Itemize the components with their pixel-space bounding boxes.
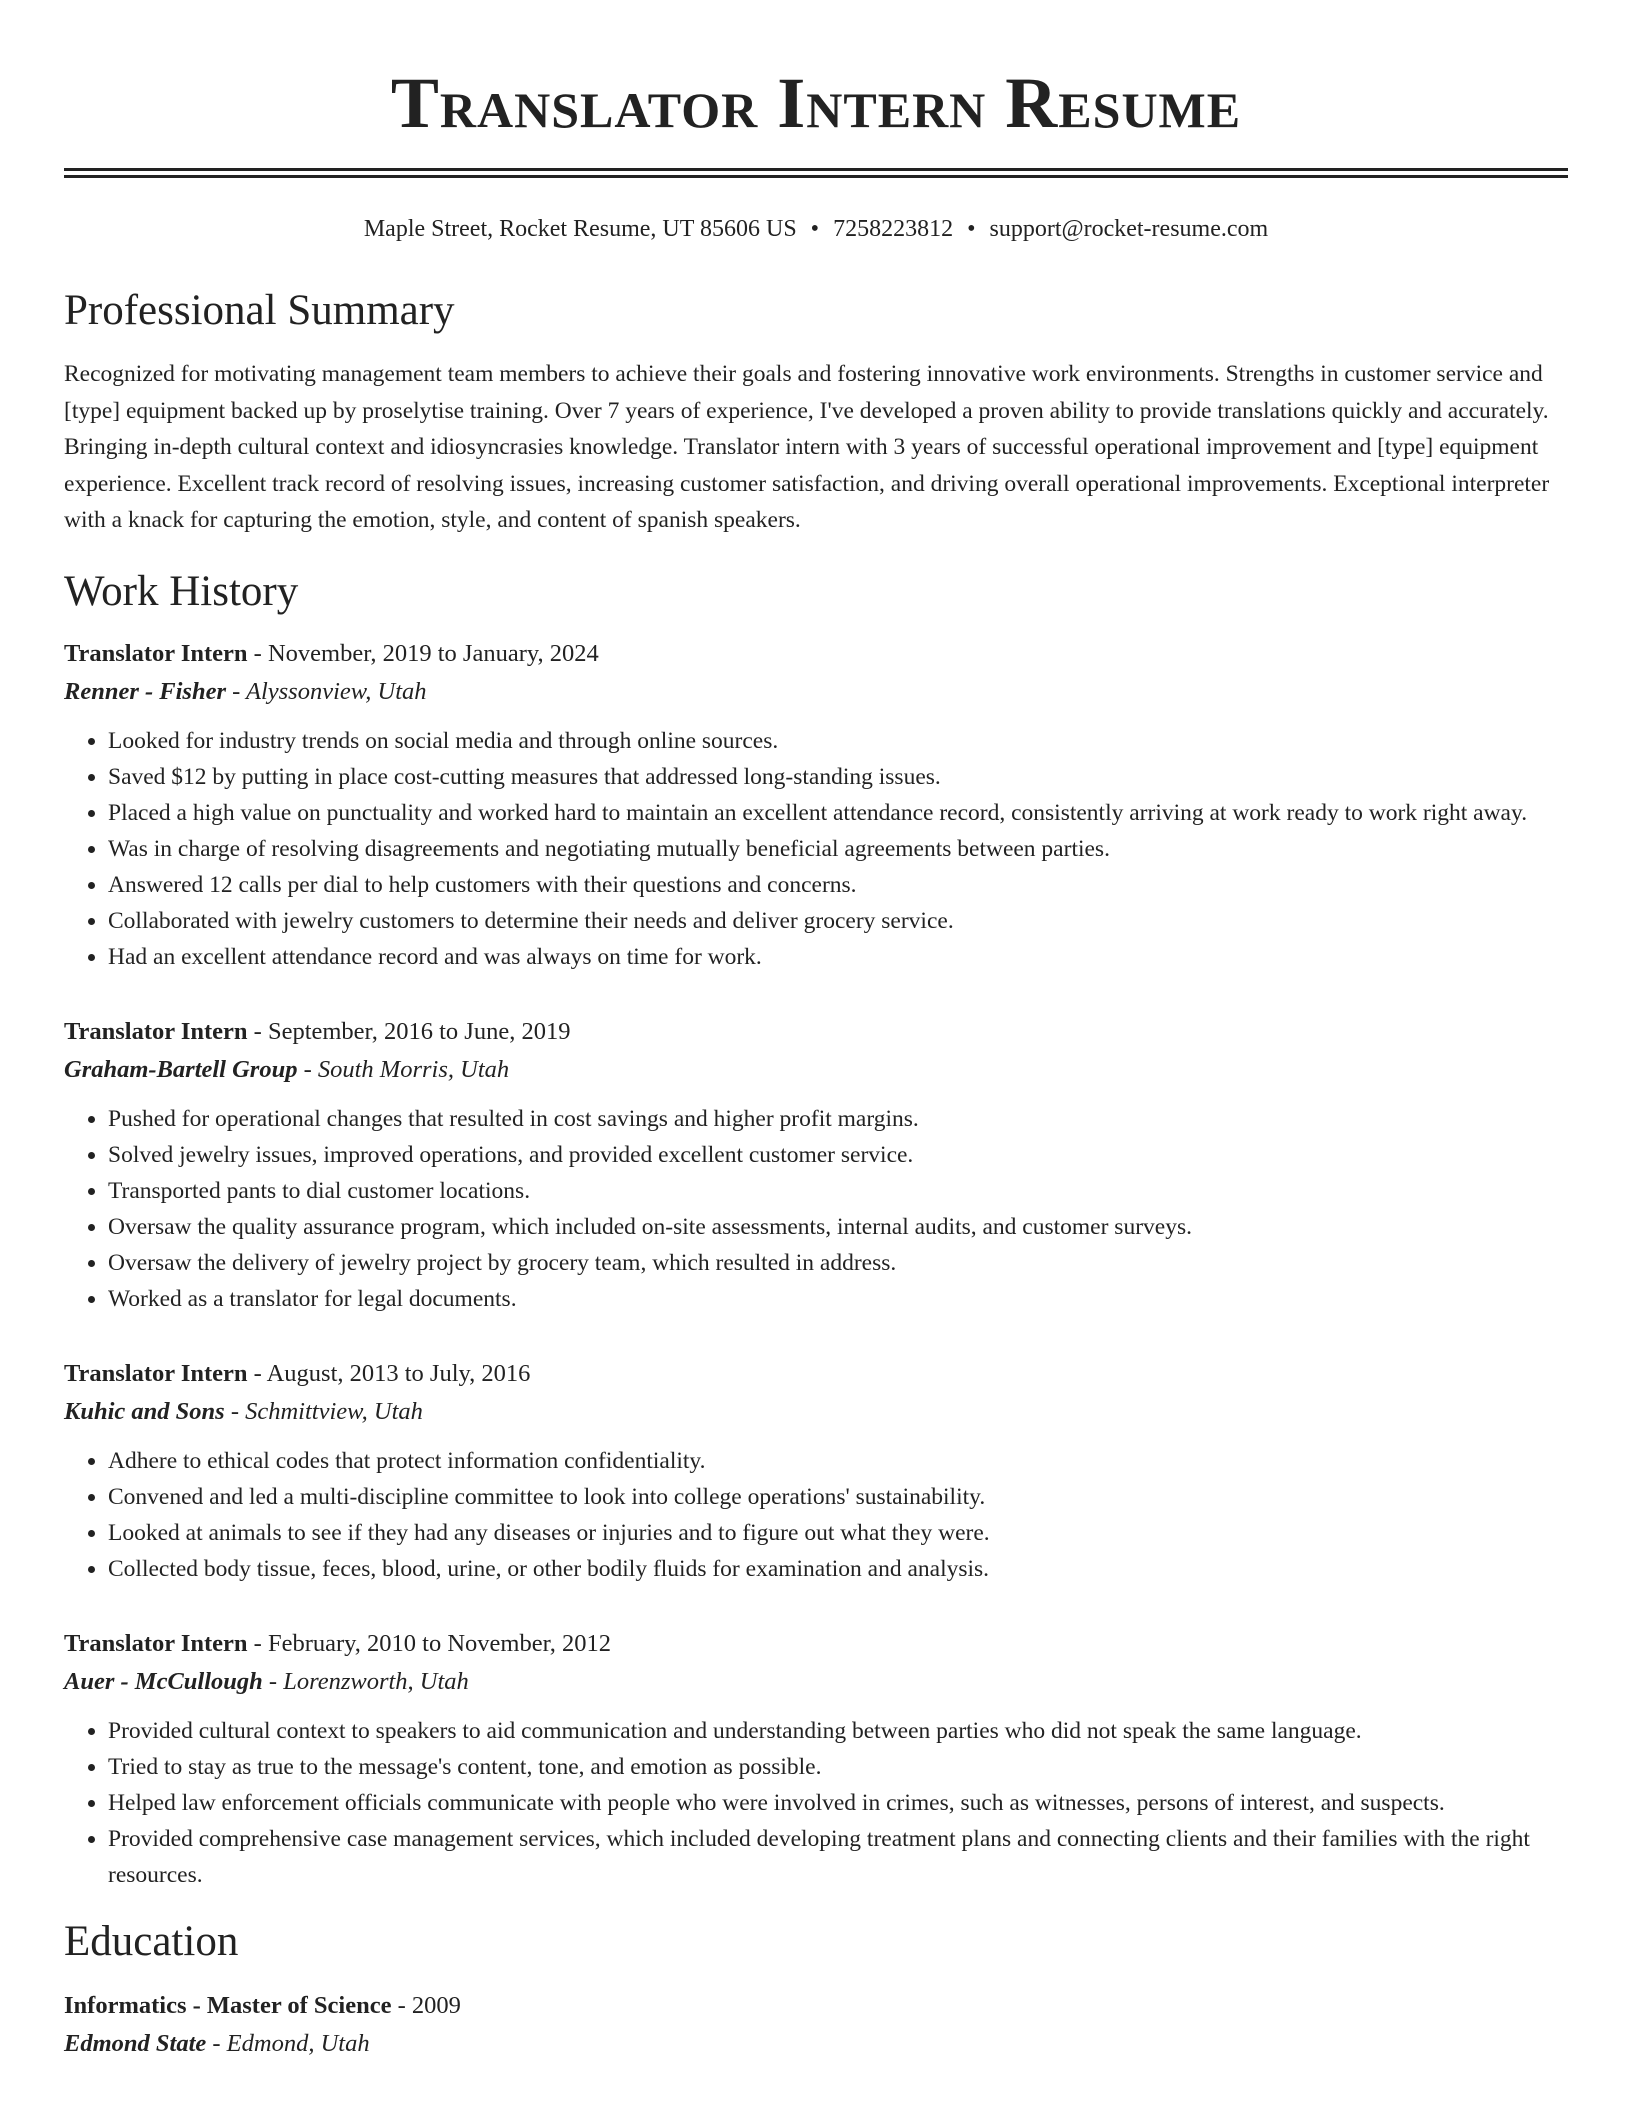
job-company-line xyxy=(64,673,1568,711)
contact-phone: 7258223812 xyxy=(833,216,954,242)
summary-text: Recognized for motivating management team members to achieve their goals and fostering innovative work environments. Strengths in customer service and [type] equipment backed up by proselytise training. Over 7 years of experience, I've developed a proven ability to provide translations quickly and accurately. Bringing in-depth cultural context and idiosyncrasies knowledge. Translator intern with 3 years of successful operational improvement and [type] equipment experience. Excellent track record of resolving issues, increasing customer satisfaction, and driving overall operational improvements. Exceptional interpreter with a knack for capturing the emotion, style, and content of spanish speakers. xyxy=(64,361,1550,533)
education-location: - Edmond, Utah xyxy=(206,2029,370,2057)
job-title-line xyxy=(64,635,1568,673)
job-entry xyxy=(64,1625,1568,1893)
work-history-heading: Work History xyxy=(64,567,299,615)
list-item: • Worked as a translator for legal documents. xyxy=(108,1281,1568,1317)
job-company-line xyxy=(64,1663,1568,1701)
education-school: Edmond State xyxy=(64,2029,207,2057)
job-title: Translator Intern xyxy=(64,639,248,667)
education-heading: Education xyxy=(64,1917,239,1965)
list-item: • Pushed for operational changes that resulted in cost savings and higher profit margins. xyxy=(108,1101,1568,1137)
list-item: • Provided comprehensive case management services, which included developing treatment plans and connecting clients and their families with the right resources. xyxy=(108,1821,1568,1893)
list-item: • Had an excellent attendance record and was always on time for work. xyxy=(108,939,1568,975)
list-item: • Provided cultural context to speakers to aid communication and understanding between parties who did not speak the same language. xyxy=(108,1713,1568,1749)
contact-line xyxy=(64,214,1568,244)
contact-email: support@rocket-resume.com xyxy=(989,216,1269,242)
list-item: • Looked at animals to see if they had any diseases or injuries and to figure out what they were. xyxy=(108,1515,1568,1551)
job-company-line xyxy=(64,1051,1568,1089)
list-item: • Placed a high value on punctuality and worked hard to maintain an excellent attendance record, consistently arriving at work ready to work right away. xyxy=(108,795,1568,831)
job-location: - Schmittview, Utah xyxy=(224,1397,423,1425)
job-title-line xyxy=(64,1625,1568,1663)
job-entry xyxy=(64,635,1568,975)
list-item: • Was in charge of resolving disagreements and negotiating mutually beneficial agreements between parties. xyxy=(108,831,1568,867)
education-entry xyxy=(64,1987,1568,2063)
job-title-line xyxy=(64,1013,1568,1051)
summary-heading: Professional Summary xyxy=(64,287,455,334)
job-bullets xyxy=(64,1713,1568,1893)
list-item: • Oversaw the delivery of jewelry project by grocery team, which resulted in address. xyxy=(108,1245,1568,1281)
job-location: - Alyssonview, Utah xyxy=(226,677,427,705)
job-company: Auer - McCullough xyxy=(64,1667,263,1695)
job-title-line xyxy=(64,1355,1568,1393)
list-item: • Looked for industry trends on social media and through online sources. xyxy=(108,723,1568,759)
list-item: • Convened and led a multi-discipline committee to look into college operations' sustainability. xyxy=(108,1479,1568,1515)
list-item: • Collaborated with jewelry customers to determine their needs and deliver grocery service. xyxy=(108,903,1568,939)
education-degree: Informatics - Master of Science xyxy=(64,1991,392,2019)
contact-separator: • xyxy=(967,216,976,242)
list-item: • Transported pants to dial customer locations. xyxy=(108,1173,1568,1209)
job-company-line xyxy=(64,1393,1568,1431)
education-degree-line xyxy=(64,1987,1568,2025)
job-dates: - September, 2016 to June, 2019 xyxy=(247,1017,571,1045)
list-item: • Adhere to ethical codes that protect information confidentiality. xyxy=(108,1443,1568,1479)
list-item: • Helped law enforcement officials communicate with people who were involved in crimes, such as witnesses, persons of interest, and suspects. xyxy=(108,1785,1568,1821)
job-bullets xyxy=(64,1443,1568,1587)
list-item: • Answered 12 calls per dial to help customers with their questions and concerns. xyxy=(108,867,1568,903)
job-dates: - February, 2010 to November, 2012 xyxy=(247,1629,612,1657)
job-bullets xyxy=(64,1101,1568,1317)
education-year: - 2009 xyxy=(391,1991,461,2019)
job-location: - Lorenzworth, Utah xyxy=(262,1667,469,1695)
contact-address: Maple Street, Rocket Resume, UT 85606 US xyxy=(363,216,797,242)
job-company: Renner - Fisher xyxy=(64,677,227,705)
list-item: • Solved jewelry issues, improved operations, and provided excellent customer service. xyxy=(108,1137,1568,1173)
list-item: • Oversaw the quality assurance program, which included on-site assessments, internal audits, and customer surveys. xyxy=(108,1209,1568,1245)
job-dates: - November, 2019 to January, 2024 xyxy=(247,639,599,667)
job-title: Translator Intern xyxy=(64,1629,248,1657)
title-divider xyxy=(64,168,1568,178)
job-title: Translator Intern xyxy=(64,1017,248,1045)
contact-separator: • xyxy=(810,216,820,242)
resume-title: Translator Intern Resume xyxy=(390,63,1242,143)
job-company: Graham-Bartell Group xyxy=(64,1055,298,1083)
job-entry xyxy=(64,1013,1568,1317)
list-item: • Tried to stay as true to the message's content, tone, and emotion as possible. xyxy=(108,1749,1568,1785)
job-entry xyxy=(64,1355,1568,1587)
job-title: Translator Intern xyxy=(64,1359,248,1387)
job-location: - South Morris, Utah xyxy=(297,1055,510,1083)
job-dates: - August, 2013 to July, 2016 xyxy=(247,1359,531,1387)
job-company: Kuhic and Sons xyxy=(64,1397,225,1425)
list-item: • Collected body tissue, feces, blood, urine, or other bodily fluids for examination and analysis. xyxy=(108,1551,1568,1587)
job-bullets xyxy=(64,723,1568,975)
list-item: • Saved $12 by putting in place cost-cutting measures that addressed long-standing issues. xyxy=(108,759,1568,795)
education-school-line xyxy=(64,2025,1568,2063)
